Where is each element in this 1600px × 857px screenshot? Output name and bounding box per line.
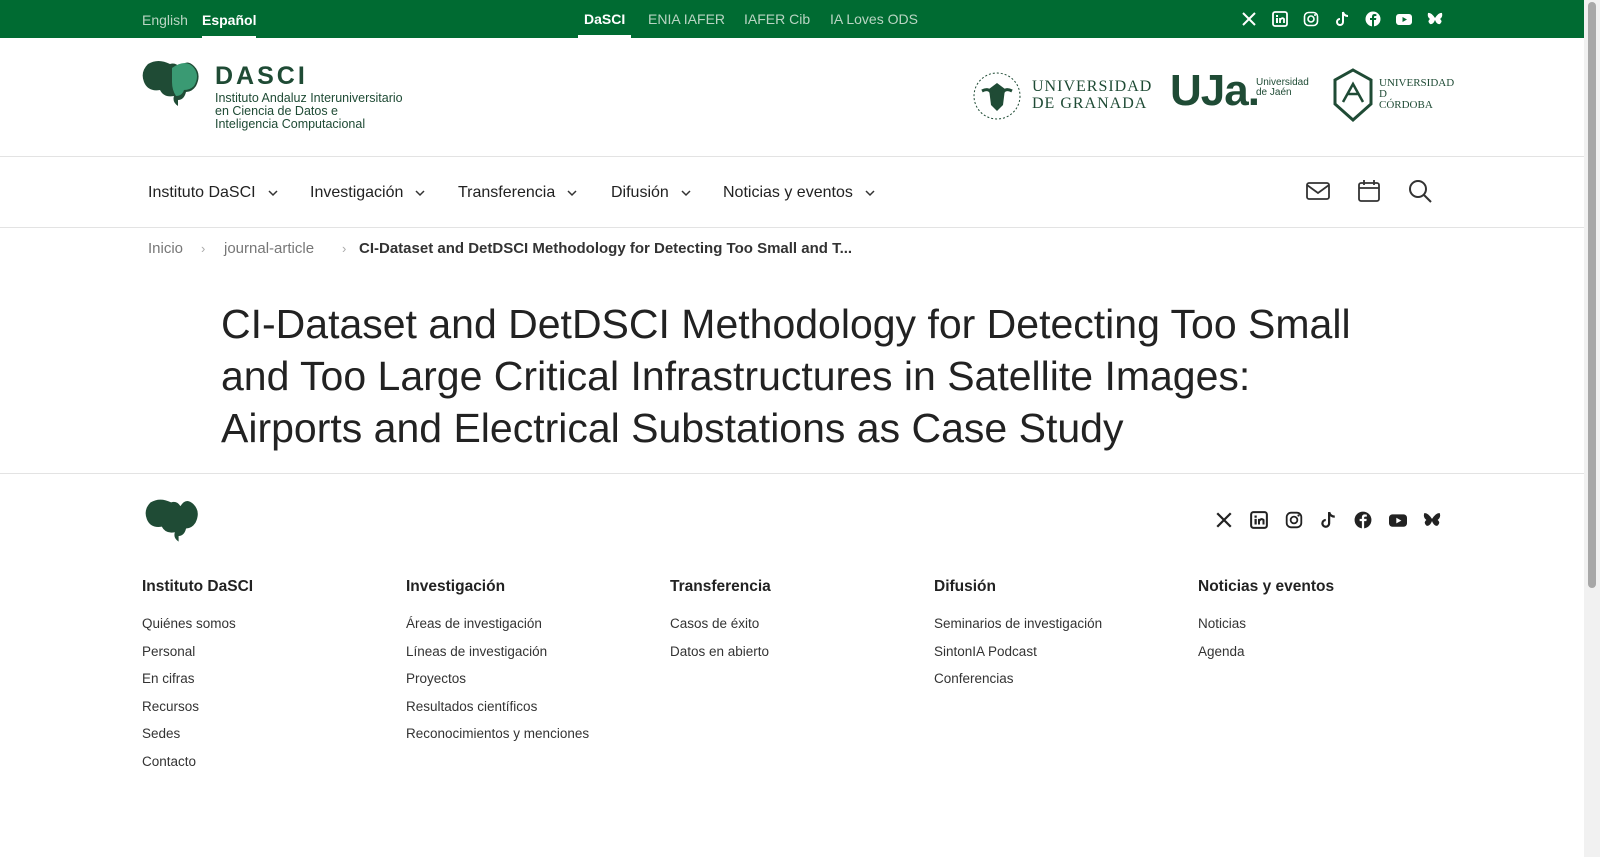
site-tab-ia-loves-ods[interactable]: IA Loves ODS — [830, 11, 918, 27]
footer-link[interactable]: Contacto — [142, 754, 197, 769]
cordoba-logo[interactable]: UNIVERSIDAD D CÓRDOBA — [1333, 68, 1443, 124]
tiktok-icon[interactable] — [1333, 10, 1351, 28]
top-bar — [0, 0, 1584, 38]
chevron-right-icon: › — [342, 241, 347, 256]
footer-link[interactable]: Sedes — [142, 726, 181, 741]
footer-link[interactable]: Reconocimientos y menciones — [406, 726, 590, 741]
vertical-scrollbar[interactable] — [1584, 0, 1600, 857]
chevron-down-icon — [681, 188, 691, 198]
footer-link[interactable]: Resultados científicos — [406, 699, 538, 714]
bluesky-icon[interactable] — [1426, 10, 1444, 28]
jaen-logo[interactable]: UJa. Universidad de Jaén — [1170, 66, 1309, 115]
footer-col-title: Transferencia — [670, 578, 771, 595]
site-tab-dasci[interactable]: DaSCI — [578, 0, 631, 38]
youtube-icon[interactable] — [1395, 10, 1413, 28]
calendar-icon[interactable] — [1355, 177, 1383, 205]
footer-col-title: Instituto DaSCI — [142, 578, 254, 595]
chevron-down-icon — [415, 188, 425, 198]
granada-logo[interactable]: UNIVERSIDAD DE GRANADA — [972, 71, 1152, 123]
search-icon[interactable] — [1406, 177, 1434, 205]
footer-col-title: Difusión — [934, 578, 996, 595]
breadcrumb-current: CI-Dataset and DetDSCI Methodology for Detecting Too Small and T... — [359, 240, 853, 257]
breadcrumb-journal-article[interactable]: journal-article — [224, 240, 315, 257]
tiktok-icon[interactable] — [1318, 510, 1338, 530]
footer-link[interactable]: Proyectos — [406, 671, 467, 686]
footer-link[interactable]: Agenda — [1198, 644, 1245, 659]
chevron-right-icon: › — [201, 241, 206, 256]
footer-link[interactable]: Seminarios de investigación — [934, 616, 1103, 631]
breadcrumb-home[interactable]: Inicio — [148, 240, 184, 257]
main-nav — [0, 157, 1584, 228]
footer-link[interactable]: Áreas de investigación — [406, 616, 542, 631]
footer-link[interactable]: Conferencias — [934, 671, 1014, 686]
page-title: CI-Dataset and DetDSCI Methodology for Detecting Too Small and Too Large Critical Infrastructures in Satellite Images: Airports and Electrical Substations as Case Study — [221, 301, 1351, 451]
language-english-link[interactable]: English — [142, 12, 188, 28]
footer-link[interactable]: Casos de éxito — [670, 616, 760, 631]
facebook-icon[interactable] — [1364, 10, 1382, 28]
footer-link[interactable]: Noticias — [1198, 616, 1247, 631]
footer-link[interactable]: Personal — [142, 644, 196, 659]
facebook-icon[interactable] — [1353, 510, 1373, 530]
language-espanol-link[interactable]: Español — [202, 0, 256, 38]
instagram-icon[interactable] — [1302, 10, 1320, 28]
nav-item-noticias-y-eventos[interactable]: Noticias y eventos — [723, 157, 875, 228]
chevron-down-icon — [268, 188, 278, 198]
logo-name: DASCI — [215, 62, 308, 90]
nav-item-transferencia[interactable]: Transferencia — [458, 157, 577, 228]
site-tab-iafer-cib[interactable]: IAFER Cib — [744, 11, 811, 27]
footer-link[interactable]: SintonIA Podcast — [934, 644, 1037, 659]
footer-link[interactable]: Datos en abierto — [670, 644, 770, 659]
instagram-icon[interactable] — [1284, 510, 1304, 530]
youtube-icon[interactable] — [1388, 510, 1408, 530]
chevron-down-icon — [567, 188, 577, 198]
bluesky-icon[interactable] — [1422, 510, 1442, 530]
footer-link[interactable]: Quiénes somos — [142, 616, 236, 631]
footer-link[interactable]: Recursos — [142, 699, 200, 714]
scrollbar-thumb[interactable] — [1588, 2, 1596, 588]
linkedin-icon[interactable] — [1271, 10, 1289, 28]
nav-item-difusion[interactable]: Difusión — [611, 157, 691, 228]
nav-item-investigacion[interactable]: Investigación — [310, 157, 425, 228]
chevron-down-icon — [865, 188, 875, 198]
logo-subtitle: Instituto Andaluz Interuniversitario en Ciencia de Datos e Inteligencia Computacional — [215, 91, 403, 131]
footer-col-title: Investigación — [406, 578, 506, 595]
site-tab-enia-iafer[interactable]: ENIA IAFER — [648, 11, 726, 27]
site-footer — [0, 473, 1584, 857]
x-icon[interactable] — [1240, 10, 1258, 28]
x-icon[interactable] — [1214, 510, 1234, 530]
footer-logo[interactable] — [145, 498, 201, 546]
linkedin-icon[interactable] — [1249, 510, 1269, 530]
nav-item-instituto-dasci[interactable]: Instituto DaSCI — [148, 157, 278, 228]
footer-col-title: Noticias y eventos — [1198, 578, 1335, 595]
dasci-logo[interactable] — [142, 60, 202, 110]
mail-icon[interactable] — [1304, 177, 1332, 205]
footer-link[interactable]: En cifras — [142, 671, 195, 686]
site-header — [0, 38, 1584, 157]
footer-link[interactable]: Líneas de investigación — [406, 644, 548, 659]
